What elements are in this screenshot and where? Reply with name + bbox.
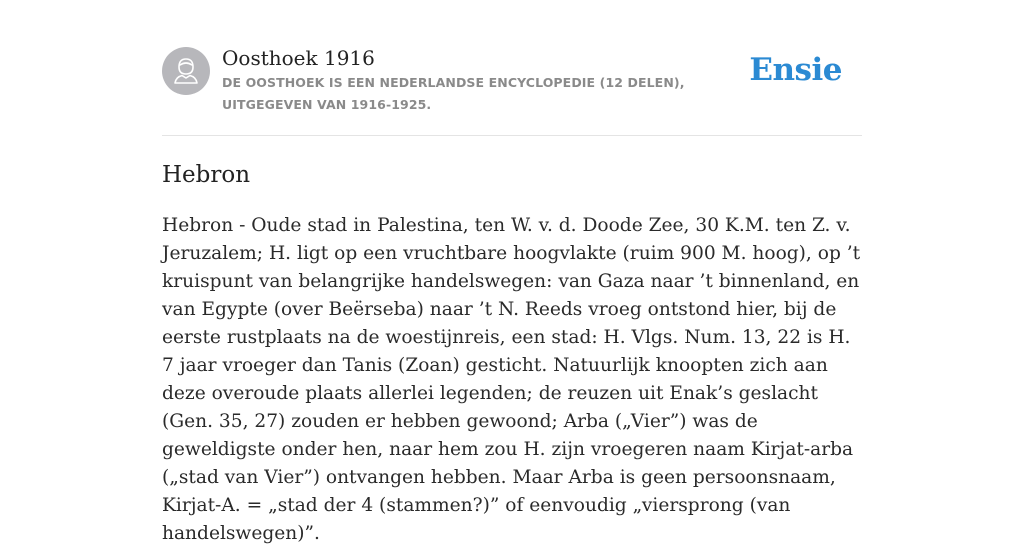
- source-header: [162, 46, 862, 118]
- divider: [162, 135, 862, 136]
- ensie-logo[interactable]: Ensie: [749, 52, 842, 88]
- entry-body: Hebron - Oude stad in Palestina, ten W. v. d. Doode Zee, 30 K.M. ten Z. v. Jeruzalem; H. ligt op een vruchtbare hoogvlakte (ruim 900 M. hoog), op ’t kruispunt van belangrijke handelswegen: van Gaza naar ’t binnenland, en van Egypte (over Beërseba) naar ’t N. Reeds vroeg ontstond hier, bij de eerste rustplaats na de woestijnreis, een stad: H. Vlgs. Num. 13, 22 is H. 7 jaar vroeger dan Tanis (Zoan) gesticht. Natuurlijk knoopten zich aan deze overoude plaats allerlei legenden; de reuzen uit Enak’s geslacht (Gen. 35, 27) zouden er hebben gewoond; Arba („Vier”) was de geweldigste onder hen, naar hem zou H. zijn vroegeren naam Kirjat-arba („stad van Vier”) ontvangen hebben. Maar Arba is geen persoonsnaam, Kirjat-A. = „stad der 4 (stammen?)” of eenvoudig „viersprong (van handelswegen)”.: [162, 215, 861, 544]
- user-icon: [162, 47, 210, 95]
- source-description: DE OOSTHOEK IS EEN NEDERLANDSE ENCYCLOPEDIE (12 DELEN), UITGEGEVEN VAN 1916-1925.: [222, 75, 685, 112]
- avatar[interactable]: [162, 47, 210, 95]
- entry-title: Hebron: [162, 162, 251, 188]
- source-name[interactable]: Oosthoek 1916: [222, 46, 375, 70]
